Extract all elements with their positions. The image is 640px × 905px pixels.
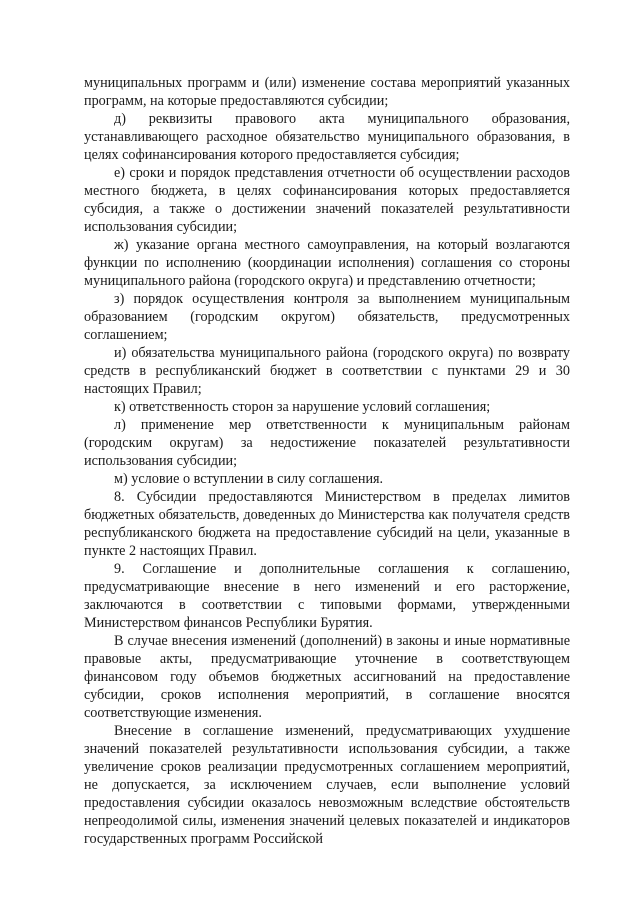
- paragraph-item-zh: ж) указание органа местного самоуправления, на который возлагаются функции по исполнению (координации исполнения) соглашения со стороны муниципального района (городского округа) и представлению отчетности;: [84, 237, 570, 289]
- paragraph-clause-8: 8. Субсидии предоставляются Министерством в пределах лимитов бюджетных обязательств, доведенных до Министерства как получателя средств республиканского бюджета на предоставление субсидий на цели, указанные в пункте 2 настоящих Правил.: [84, 489, 570, 559]
- paragraph-restrictions: Внесение в соглашение изменений, предусматривающих ухудшение значений показателей результативности использования субсидии, а также увеличение сроков реализации предусмотренных соглашением мероприятий, не допускается, за исключением случаев, если выполнение условий предоставления субсидии оказалось невозможным вследствие обстоятельств непреодолимой силы, изменения значений целевых показателей и индикаторов государственных программ Российской: [84, 723, 570, 847]
- paragraph-item-l: л) применение мер ответственности к муниципальным районам (городским округам) за недостижение показателей результативности использования субсидии;: [84, 417, 570, 469]
- paragraph-item-z: з) порядок осуществления контроля за выполнением муниципальным образованием (городским округом) обязательств, предусмотренных соглашением;: [84, 291, 570, 343]
- paragraph-item-e: е) сроки и порядок представления отчетности об осуществлении расходов местного бюджета, в целях софинансирования которых предоставляется субсидия, а также о достижении значений показателей результативности использования субсидии;: [84, 165, 570, 235]
- paragraph-item-d: д) реквизиты правового акта муниципального образования, устанавливающего расходное обязательство муниципального образования, в целях софинансирования которого предоставляется субсидия;: [84, 111, 570, 163]
- document-body: [84, 74, 570, 848]
- paragraph-continuation: муниципальных программ и (или) изменение состава мероприятий указанных программ, на которые предоставляются субсидии;: [84, 75, 570, 109]
- paragraph-item-i: и) обязательства муниципального района (городского округа) по возврату средств в республиканский бюджет в соответствии с пунктами 29 и 30 настоящих Правил;: [84, 345, 570, 397]
- paragraph-item-k: к) ответственность сторон за нарушение условий соглашения;: [114, 399, 491, 415]
- paragraph-item-m: м) условие о вступлении в силу соглашения.: [114, 471, 384, 487]
- paragraph-amendments: В случае внесения изменений (дополнений) в законы и иные нормативные правовые акты, предусматривающие уточнение в соответствующем финансовом году объемов бюджетных ассигнований на предоставление субсидии, сроков исполнения мероприятий, в соглашение вносятся соответствующие изменения.: [84, 633, 570, 721]
- paragraph-clause-9: 9. Соглашение и дополнительные соглашения к соглашению, предусматривающие внесение в него изменений и его расторжение, заключаются в соответствии с типовыми формами, утвержденными Министерством финансов Республики Бурятия.: [84, 561, 570, 631]
